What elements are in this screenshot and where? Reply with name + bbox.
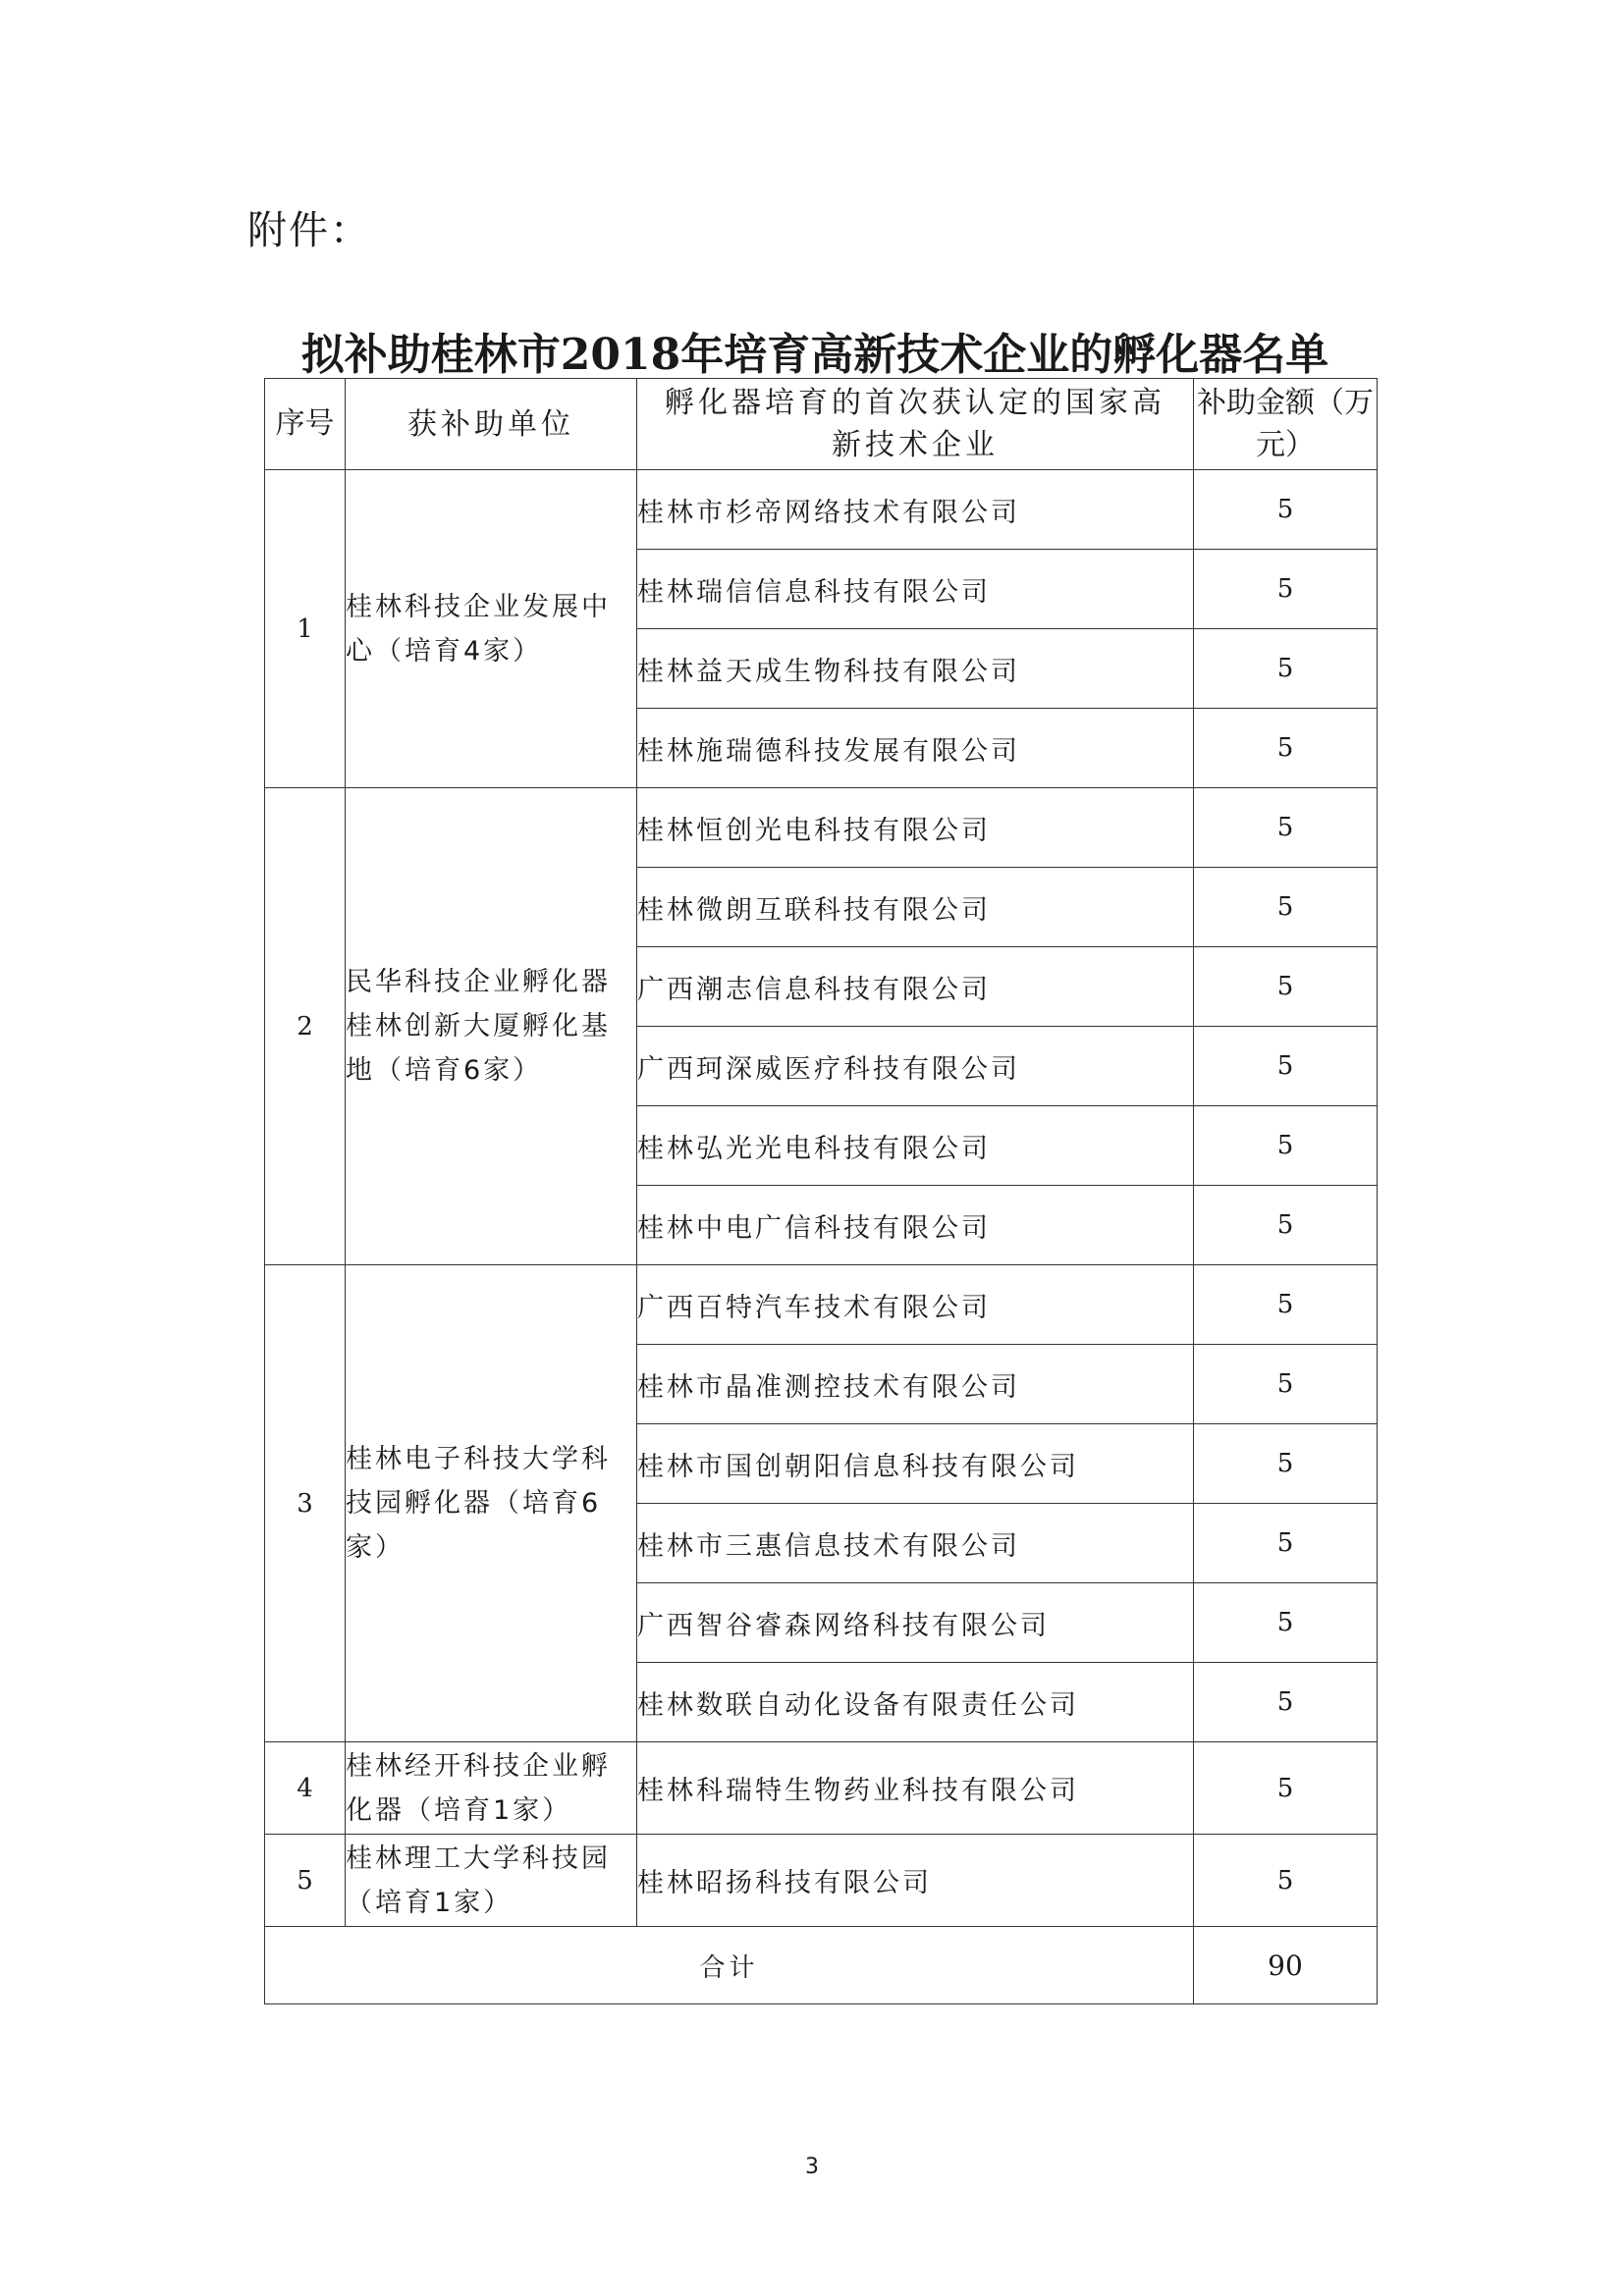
amount-cell: 5 [1194, 1106, 1378, 1186]
company-cell: 桂林弘光光电科技有限公司 [637, 1106, 1194, 1186]
company-cell: 桂林市晶准测控技术有限公司 [637, 1345, 1194, 1424]
group-unit: 桂林电子科技大学科技园孵化器（培育6家） [346, 1265, 637, 1742]
group-index: 2 [265, 788, 346, 1265]
company-cell: 桂林科瑞特生物药业科技有限公司 [637, 1742, 1194, 1835]
amount-cell: 5 [1194, 1424, 1378, 1504]
amount-cell: 5 [1194, 788, 1378, 868]
header-unit: 获补助单位 [346, 379, 637, 470]
group-unit: 桂林科技企业发展中心（培育4家） [346, 470, 637, 788]
group-unit: 民华科技企业孵化器桂林创新大厦孵化基地（培育6家） [346, 788, 637, 1265]
amount-cell: 5 [1194, 1835, 1378, 1927]
amount-cell: 5 [1194, 709, 1378, 788]
total-row [265, 1927, 1378, 2004]
company-cell: 广西珂深威医疗科技有限公司 [637, 1027, 1194, 1106]
amount-cell: 5 [1194, 947, 1378, 1027]
amount-cell: 5 [1194, 868, 1378, 947]
group-unit: 桂林经开科技企业孵化器（培育1家） [346, 1742, 637, 1835]
header-index: 序号 [265, 379, 346, 470]
group-index: 1 [265, 470, 346, 788]
company-cell: 桂林中电广信科技有限公司 [637, 1186, 1194, 1265]
group-unit: 桂林理工大学科技园（培育1家） [346, 1835, 637, 1927]
amount-cell: 5 [1194, 550, 1378, 629]
header-amount: 补助金额（万元） [1194, 379, 1378, 470]
amount-cell: 5 [1194, 470, 1378, 550]
company-cell: 桂林昭扬科技有限公司 [637, 1835, 1194, 1927]
total-value: 90 [1194, 1927, 1378, 2004]
table-row [265, 788, 1378, 868]
table-header-row [265, 379, 1378, 470]
company-cell: 桂林恒创光电科技有限公司 [637, 788, 1194, 868]
company-cell: 广西智谷睿森网络科技有限公司 [637, 1583, 1194, 1663]
document-title: 拟补助桂林市2018年培育高新技术企业的孵化器名单 [300, 330, 1329, 380]
company-cell: 桂林市三惠信息技术有限公司 [637, 1504, 1194, 1583]
table-row [265, 1265, 1378, 1345]
amount-cell: 5 [1194, 1504, 1378, 1583]
header-company: 孵化器培育的首次获认定的国家高新技术企业 [637, 379, 1194, 470]
company-cell: 桂林市杉帝网络技术有限公司 [637, 470, 1194, 550]
amount-cell: 5 [1194, 1345, 1378, 1424]
company-cell: 桂林数联自动化设备有限责任公司 [637, 1663, 1194, 1742]
company-cell: 桂林益天成生物科技有限公司 [637, 629, 1194, 709]
attachment-label: 附件： [247, 208, 371, 253]
table-row [265, 1835, 1378, 1927]
table-row [265, 1742, 1378, 1835]
incubator-subsidy-table [264, 378, 1378, 2004]
table-row [265, 470, 1378, 550]
group-index: 4 [265, 1742, 346, 1835]
company-cell: 桂林施瑞德科技发展有限公司 [637, 709, 1194, 788]
amount-cell: 5 [1194, 1663, 1378, 1742]
amount-cell: 5 [1194, 629, 1378, 709]
amount-cell: 5 [1194, 1186, 1378, 1265]
amount-cell: 5 [1194, 1027, 1378, 1106]
group-index: 3 [265, 1265, 346, 1742]
total-label: 合计 [265, 1927, 1194, 2004]
amount-cell: 5 [1194, 1265, 1378, 1345]
company-cell: 桂林瑞信信息科技有限公司 [637, 550, 1194, 629]
group-index: 5 [265, 1835, 346, 1927]
company-cell: 广西潮志信息科技有限公司 [637, 947, 1194, 1027]
amount-cell: 5 [1194, 1742, 1378, 1835]
company-cell: 桂林微朗互联科技有限公司 [637, 868, 1194, 947]
page-number: 3 [805, 2155, 819, 2179]
company-cell: 桂林市国创朝阳信息科技有限公司 [637, 1424, 1194, 1504]
company-cell: 广西百特汽车技术有限公司 [637, 1265, 1194, 1345]
amount-cell: 5 [1194, 1583, 1378, 1663]
